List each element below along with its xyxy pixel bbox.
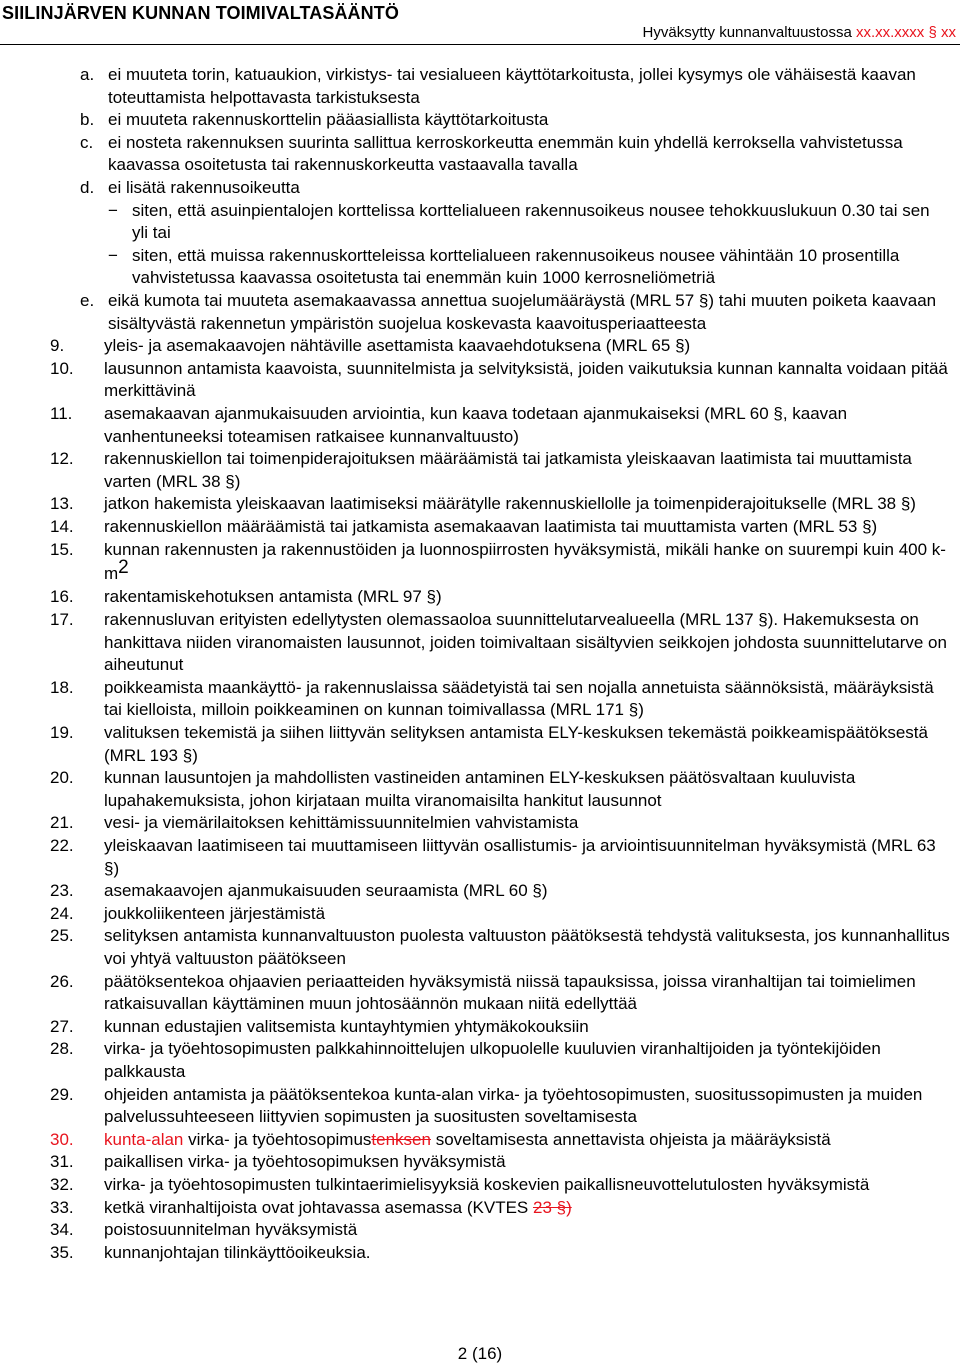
subitem-text: ei lisätä rakennusoikeutta [108,177,300,197]
item-text: rakennusluvan erityisten edellytysten olemassaoloa suunnittelutarvealueella (MRL 137 §). Hakemuksesta on hankittava niiden viranomaisten lausunnot, joiden toimivaltaan sisältyvien seikkojen johdosta suunnittelutarve on aiheutunut [104,610,947,675]
subitem-b [0,109,960,132]
list-item-31 [0,1151,960,1174]
subitem-letter: b. [80,110,95,130]
item-text: rakennuskiellon määräämistä tai jatkamista asemakaavan laatimista tai muuttamista varten (MRL 53 §) [104,516,878,536]
item-number: 13. [50,494,74,514]
page-header [0,0,960,44]
item-number: 35. [50,1242,74,1262]
list-item-18 [0,677,960,722]
item-text: asemakaavojen ajanmukaisuuden seuraamista (MRL 60 §) [104,881,548,901]
subitem-text: eikä kumota tai muuteta asemakaavassa annettua suojelumääräystä (MRL 57 §) tahi muuten poiketa kaavaan sisältyvästä rakennetun ympäristön suojelua koskevasta kaavoitusperiaatteesta [108,290,937,333]
subitem-letter: e. [80,290,95,310]
item-number: 19. [50,723,74,743]
item-text: rakentamiskehotuksen antamista (MRL 97 §) [104,587,442,607]
item-text: lausunnon antamista kaavoista, suunnitelmista ja selvityksistä, joiden vaikutuksia kunnan kannalta voidaan pitää merkittävinä [104,358,948,401]
item-text: kunnanjohtajan tilinkäyttöoikeuksia. [104,1242,371,1262]
page-number: 2 (16) [457,1344,503,1363]
item-number: 31. [50,1152,74,1172]
approval-date: xx.xx.xxxx [855,24,925,41]
list-item-32 [0,1174,960,1197]
deleted-text: 23 §) [532,1197,572,1217]
subitem-letter: a. [80,65,95,84]
item-number: 16. [50,587,74,607]
list-item-15 [0,538,960,586]
list-item-33 [0,1197,960,1220]
item-text: virka- ja työehtosopimusten tulkintaerimielisyyksiä koskevien paikallisneuvottelutulosten hyväksymistä [104,1174,870,1194]
item-number: 20. [50,768,74,788]
item-text: valituksen tekemistä ja siihen liittyvän selityksen antamista ELY-keskuksen tekemästä poikkeamispäätöksestä (MRL 193 §) [104,723,928,765]
item-text: yleiskaavan laatimiseen tai muuttamiseen liittyvän osallistumis- ja arviointisuunnitelman hyväksymistä (MRL 63 §) [104,836,936,878]
approval-note [643,24,956,41]
item-text: kunnan edustajien valitsemista kuntayhtymien yhtymäkokouksiin [104,1016,589,1036]
list-item-19 [0,722,960,767]
list-item-12 [0,448,960,493]
deleted-text: tenksen [371,1129,431,1149]
document-body [0,64,960,1264]
list-item-22 [0,835,960,880]
section-symbol: § [928,24,937,41]
item-number: 26. [50,971,74,991]
item-number: 17. [50,610,74,630]
item-text: poistosuunnitelman hyväksymistä [104,1220,358,1240]
subitem-letter: d. [80,177,95,197]
item-text: ohjeiden antamista ja päätöksentekoa kunta-alan virka- ja työehtosopimusten, suositussopimusten ja muiden palvelussuhteeseen liittyvien sopimusten ja suositusten soveltamisesta [104,1084,923,1127]
subitem-letter: c. [80,132,94,152]
list-item-16 [0,586,960,609]
item-number: 23. [50,881,74,901]
list-item-10 [0,358,960,403]
item-number: 30. [50,1129,74,1149]
item-text: yleis- ja asemakaavojen nähtäville asettamista kaavaehdotuksena (MRL 65 §) [104,336,691,356]
subitem-e [0,290,960,335]
item-text: kunnan lausuntojen ja mahdollisten vastineiden antaminen ELY-keskuksen päätösvaltaan kuuluvista lupahakemuksista, johon kirjataan muilta viranomaisilta hankitut lausunnot [104,768,856,810]
item-text: rakennuskiellon tai toimenpiderajoituksen määräämistä tai jatkamista yleiskaavan laatimista tai muuttamista varten (MRL 38 §) [104,449,912,491]
item-text: kunnan rakennusten ja rakennustöiden ja luonnospiirrosten hyväksymistä, mikäli hanke on suurempi kuin 400 k-m [104,540,946,584]
item-number: 18. [50,677,74,697]
list-item-29 [0,1084,960,1129]
item-number: 25. [50,926,74,946]
item-number: 9. [50,336,65,356]
subitem-text: ei muuteta torin, katuaukion, virkistys- tai vesialueen käyttötarkoitusta, jollei kysymys ole vähäisestä kaavan toteuttamista helpottavasta tarkistuksesta [108,65,916,107]
document-title: SIILINJÄRVEN KUNNAN TOIMIVALTASÄÄNTÖ [2,3,399,23]
item-number: 15. [50,540,74,560]
subitem-text: ei nosteta rakennuksen suurinta sallittua kerroskorkeutta enemmän kuin yhdellä kerroksella vahvistetussa kaavassa osoitetusta tai rakennuskorkeutta vastaavalla tavalla [108,132,903,175]
list-item-21 [0,812,960,835]
list-item-14 [0,516,960,539]
item-number: 21. [50,813,74,833]
item-text-continued: soveltamisesta annettavista ohjeista ja määräyksistä [430,1129,831,1149]
item-number: 33. [50,1197,74,1217]
dash-item [0,245,960,290]
dash-item [0,200,960,245]
header-rule [0,44,960,45]
item-text: joukkoliikenteen järjestämistä [104,903,326,923]
item-number: 24. [50,903,74,923]
item-number: 32. [50,1174,74,1194]
list-item-13 [0,493,960,516]
list-item-24 [0,903,960,926]
subitem-d [0,177,960,200]
list-item-26 [0,971,960,1016]
item-number: 14. [50,516,74,536]
item-number: 11. [50,403,73,423]
subitem-c [0,132,960,177]
list-item-11 [0,403,960,448]
list-item-23 [0,880,960,903]
item-number: 34. [50,1220,74,1240]
subitem-a [0,64,960,109]
item-text: virka- ja työehtosopimus [183,1129,372,1149]
item-number: 28. [50,1039,74,1059]
list-item-25 [0,925,960,970]
list-item-30 [0,1129,960,1152]
item-text: jatkon hakemista yleiskaavan laatimiseksi määrätylle rakennuskiellolle ja toimenpiderajoitukselle (MRL 38 §) [104,494,916,514]
list-item-17 [0,609,960,677]
section-value: xx [941,24,956,41]
list-item-20 [0,767,960,812]
item-number: 27. [50,1016,74,1036]
item-number: 29. [50,1084,74,1104]
item-text: vesi- ja viemärilaitoksen kehittämissuunnitelmien vahvistamista [104,813,579,833]
dash-text: siten, että muissa rakennuskortteleissa korttelialueen rakennusoikeus nousee vähintään 10 prosentilla vahvistetussa kaavassa osoitetusta tai enemmän kuin 1000 kerrosneliömetriä [132,245,900,288]
item-text: paikallisen virka- ja työehtosopimuksen hyväksymistä [104,1152,506,1172]
superscript-exponent: 2 [118,557,129,579]
item-text: asemakaavan ajanmukaisuuden arviointia, kun kaava todetaan ajanmukaiseksi (MRL 60 §, kaavan vanhentuneeksi toteamisen ratkaisee kunnanvaltuusto) [104,403,848,446]
item-text: poikkeamista maankäyttö- ja rakennuslaissa säädetyistä tai sen nojalla annetuista säännöksistä, määräyksistä tai kielloista, milloin poikkeaminen on kunnan toimivallassa (MRL 171 §) [104,677,934,720]
dash-bullet: − [108,245,118,265]
item-text: selityksen antamista kunnanvaltuuston puolesta valtuuston päätöksestä tehdystä valituksesta, jos kunnanhallitus voi yhtyä valtuuston päätökseen [104,926,950,968]
list-item-34 [0,1219,960,1242]
inserted-text: kunta-alan [104,1129,184,1149]
item-number: 10. [50,358,74,378]
subitem-text: ei muuteta rakennuskorttelin pääasiallista käyttötarkoitusta [108,110,549,130]
item-number: 22. [50,836,74,855]
item-text: virka- ja työehtosopimusten palkkahinnoittelujen ulkopuolelle kuuluvien viranhaltijoiden ja työntekijöiden palkkausta [104,1039,881,1081]
dash-text: siten, että asuinpientalojen korttelissa korttelialueen rakennusoikeus nousee tehokkuuslukuun 0.30 tai sen yli tai [132,200,930,243]
item-text: päätöksentekoa ohjaavien periaatteiden hyväksymistä niissä tapauksissa, joissa viranhaltijan tai toimielimen ratkaisuvallan käyttäminen muun johtosäännön mukaan niitä edellyttää [104,971,916,1014]
list-item-9 [0,335,960,358]
list-item-27 [0,1016,960,1039]
item-text: ketkä viranhaltijoista ovat johtavassa asemassa (KVTES [104,1197,533,1217]
item-number: 12. [50,449,74,469]
approval-label: Hyväksytty kunnanvaltuustossa [642,24,852,41]
list-item-35 [0,1242,960,1265]
dash-bullet: − [108,200,118,220]
list-item-28 [0,1038,960,1083]
